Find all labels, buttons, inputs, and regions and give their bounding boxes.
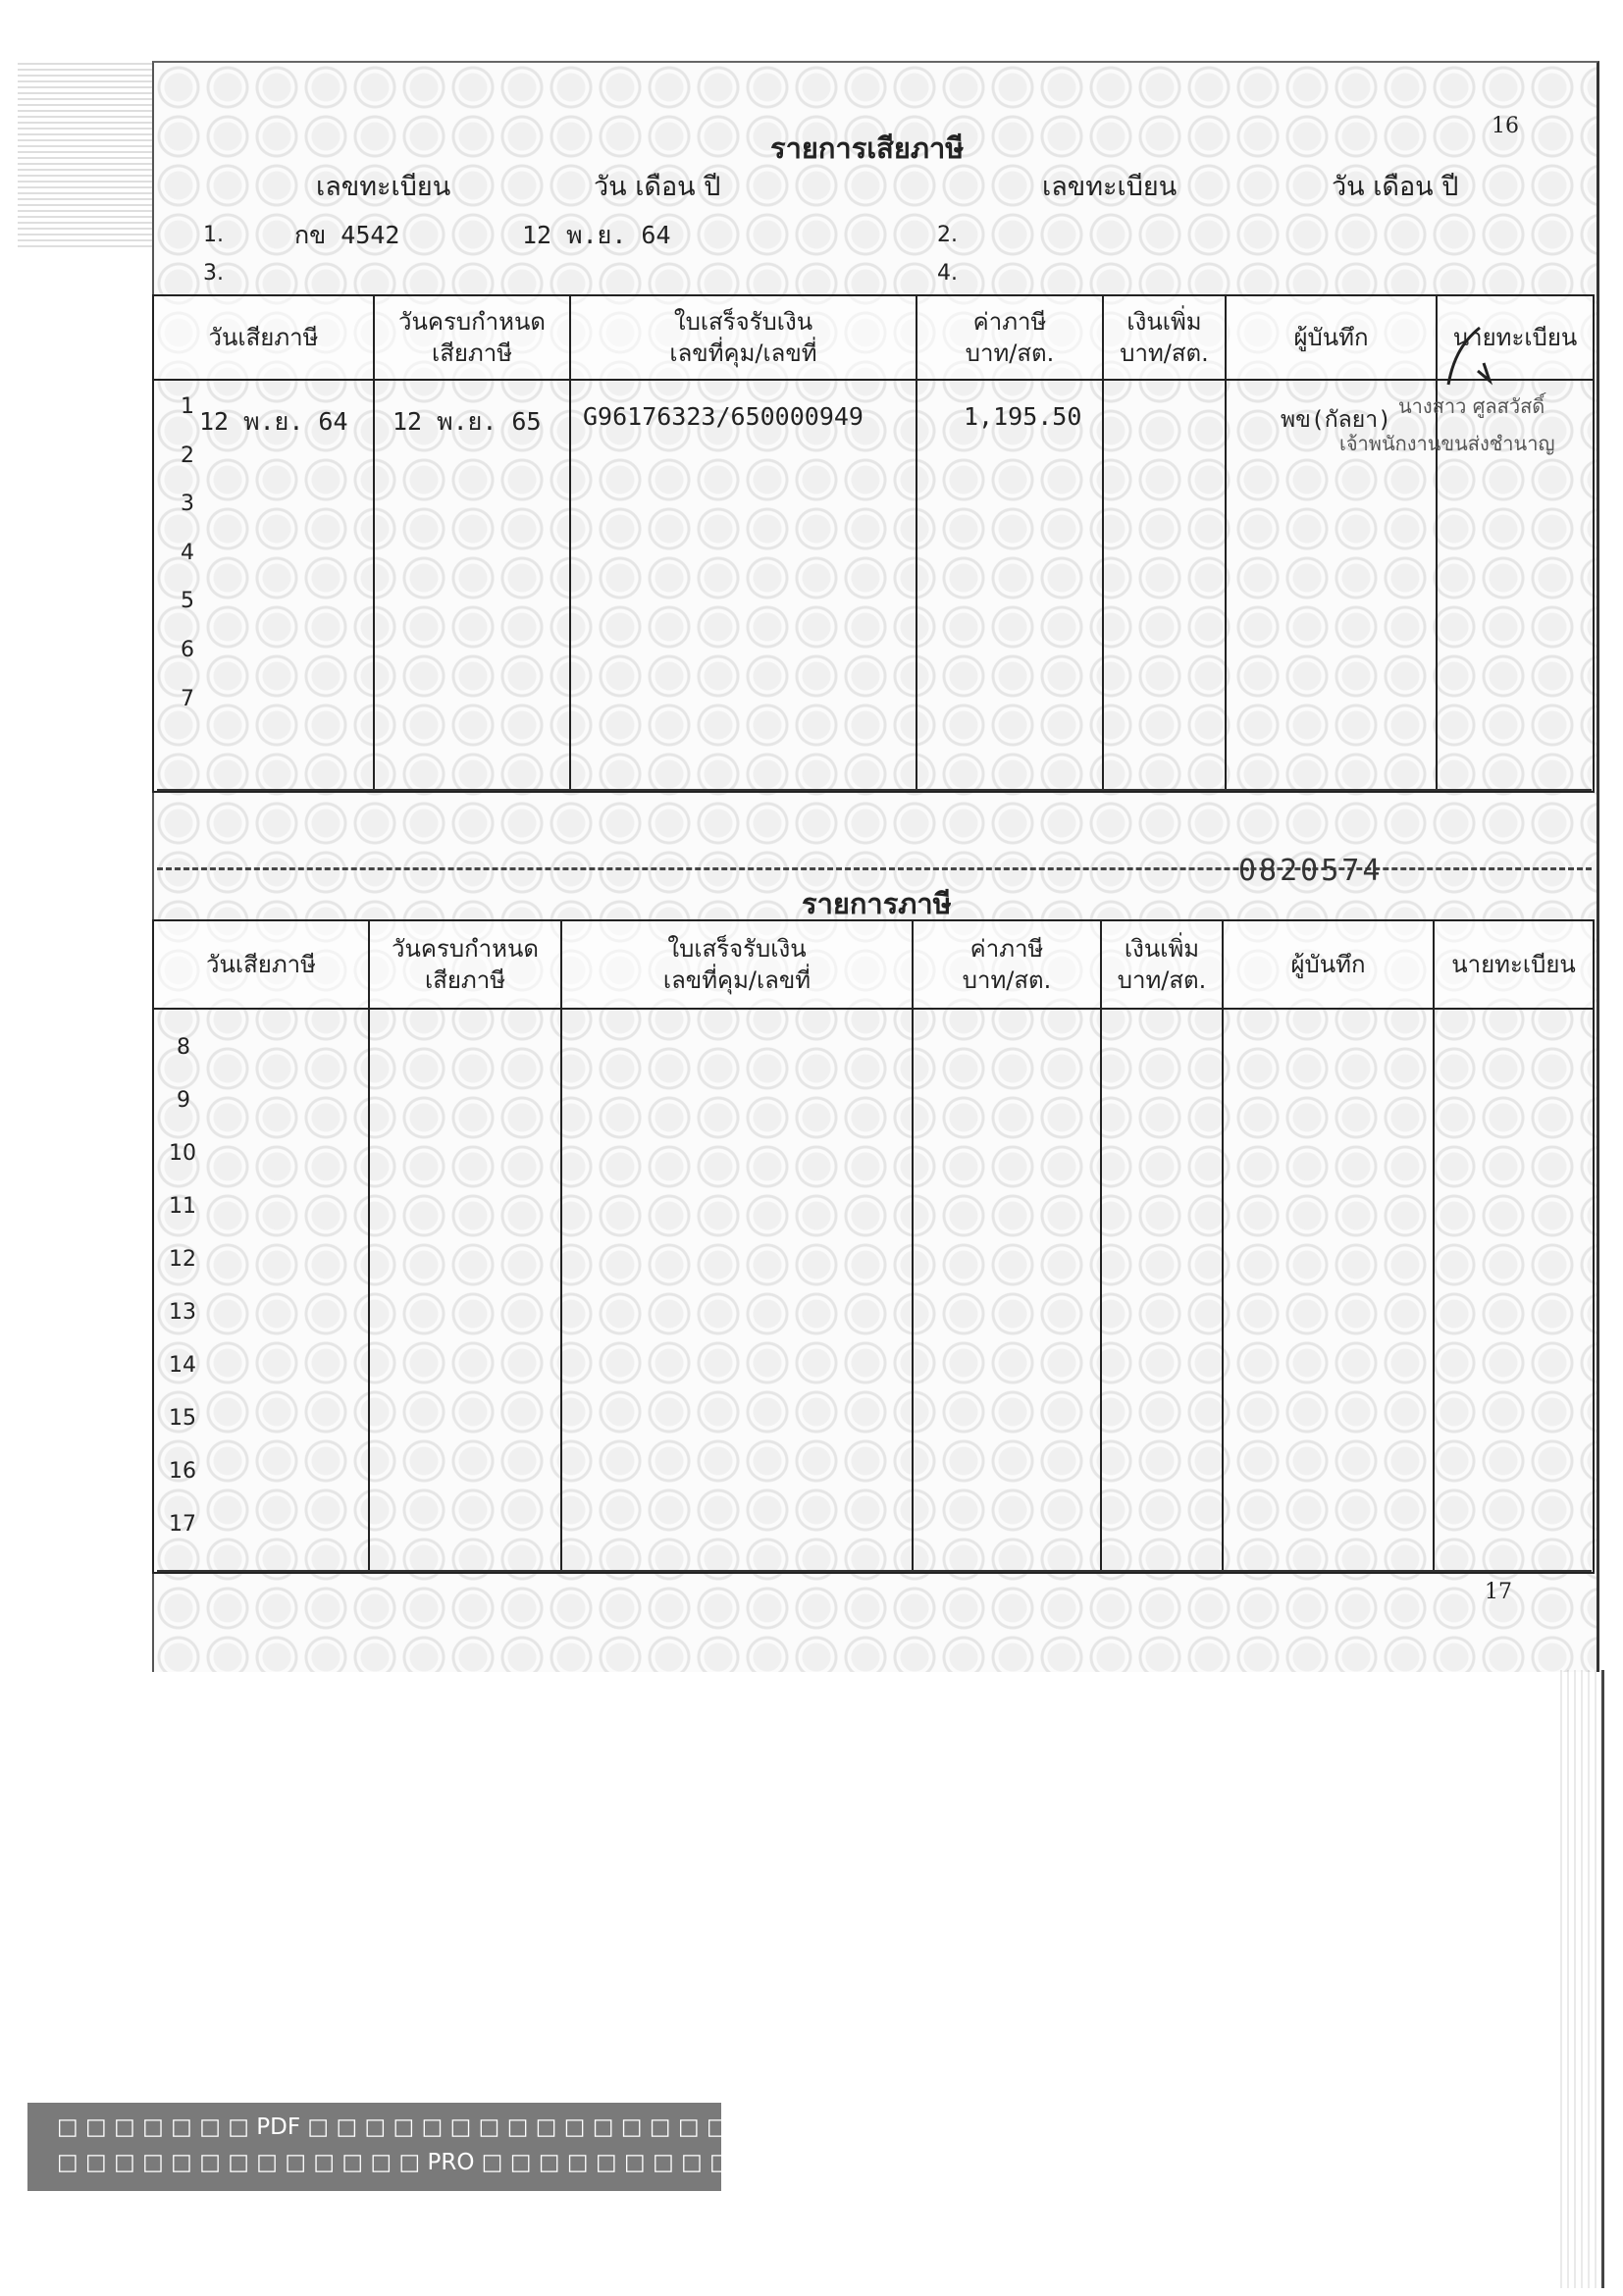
scan-edge-right: [1560, 1670, 1604, 2288]
reg-line-1-plate: กข 4542: [294, 221, 400, 249]
row-number-12: 12: [169, 1247, 196, 1272]
col-header-registrar: นายทะเบียน: [1437, 295, 1594, 380]
reg-line-number-2: 2.: [937, 223, 958, 247]
entry-recorder: พข(กัลยา): [1281, 407, 1391, 433]
row-number-15: 15: [169, 1406, 196, 1431]
col-header-due-date: วันครบกำหนด เสียภาษี: [374, 295, 570, 380]
section-divider: [157, 789, 1592, 791]
row-number-4: 4: [181, 541, 194, 565]
reg-line-number-3: 3.: [203, 261, 224, 286]
body-cell-receipt: [570, 380, 916, 792]
tax-record-table: [152, 919, 1595, 1574]
col2-header-tax: ค่าภาษี บาท/สต.: [913, 920, 1101, 1009]
body2-cell-due-date: [369, 1009, 561, 1573]
watermark-line1: □ □ □ □ □ □ □ PDF □ □ □ □ □ □ □ □ □ □ □ □ □ □ □ □ Icecream PDF: [57, 2114, 938, 2140]
page-number-bottom: 17: [1485, 1580, 1512, 1604]
row-number-6: 6: [181, 638, 194, 662]
row-number-17: 17: [169, 1512, 196, 1537]
col-header-surcharge: เงินเพิ่ม บาท/สต.: [1103, 295, 1226, 380]
body2-cell-receipt: [561, 1009, 913, 1573]
body2-cell-surcharge: [1101, 1009, 1223, 1573]
col2-header-receipt: ใบเสร็จรับเงิน เลขที่คุม/เลขที่: [561, 920, 913, 1009]
col2-header-recorder: ผู้บันทึก: [1223, 920, 1434, 1009]
body2-cell-tax: [913, 1009, 1101, 1573]
reg-no-header-left: เลขทะเบียน: [316, 172, 451, 202]
body2-cell-recorder: [1223, 1009, 1434, 1573]
bottom-divider: [157, 1570, 1592, 1572]
body-cell-surcharge: [1103, 380, 1226, 792]
col-header-receipt: ใบเสร็จรับเงิน เลขที่คุม/เลขที่: [570, 295, 916, 380]
scan-edge-left: [18, 61, 152, 247]
registrar-stamp-name: นางสาว ศูลสวัสดิ์: [1398, 394, 1545, 418]
reg-line-number-1: 1.: [203, 223, 224, 247]
signature-mark: [1440, 324, 1499, 392]
pdf-watermark-banner: [27, 2103, 938, 2191]
row-number-2: 2: [181, 444, 194, 468]
entry-due-date: 12 พ.ย. 65: [393, 407, 542, 436]
reg-line-number-4: 4.: [937, 261, 958, 286]
entry-receipt-number: G96176323/650000949: [583, 402, 864, 431]
registrar-stamp-title: เจ้าพนักงานขนส่งชำนาญ: [1339, 432, 1555, 455]
page-number-top: 16: [1492, 114, 1519, 138]
row-number-10: 10: [169, 1141, 196, 1166]
row-number-14: 14: [169, 1353, 196, 1378]
date-header-right: วัน เดือน ปี: [1332, 172, 1459, 202]
reg-no-header-right: เลขทะเบียน: [1042, 172, 1178, 202]
table2-body-row: [153, 1009, 1594, 1573]
table2-header-row: [153, 920, 1594, 1009]
row-number-7: 7: [181, 687, 194, 711]
body-cell-due-date: [374, 380, 570, 792]
row-number-8: 8: [177, 1035, 190, 1060]
body-cell-pay-date: [153, 380, 374, 792]
body-cell-tax: [916, 380, 1103, 792]
row-number-1: 1: [181, 394, 194, 419]
row-number-16: 16: [169, 1459, 196, 1484]
entry-tax-amount: 1,195.50: [964, 402, 1082, 431]
col-header-tax: ค่าภาษี บาท/สต.: [916, 295, 1103, 380]
row-number-5: 5: [181, 589, 194, 613]
row-number-11: 11: [169, 1194, 196, 1219]
table-header-row: [153, 295, 1594, 380]
col2-header-pay-date: วันเสียภาษี: [153, 920, 369, 1009]
col2-header-surcharge: เงินเพิ่ม บาท/สต.: [1101, 920, 1223, 1009]
watermark-line2: □ □ □ □ □ □ □ □ □ □ □ □ □ PRO □ □ □ □ □ □ □ □ □ □ □ □ □ □ □ □: [57, 2150, 931, 2175]
reg-line-1-date: 12 พ.ย. 64: [522, 221, 671, 249]
serial-number: 0820574: [1238, 854, 1384, 888]
entry-pay-date: 12 พ.ย. 64: [199, 407, 348, 436]
col2-header-registrar: นายทะเบียน: [1434, 920, 1594, 1009]
row-number-13: 13: [169, 1300, 196, 1325]
tax-payment-table: [152, 294, 1595, 793]
col-header-pay-date: วันเสียภาษี: [153, 295, 374, 380]
body2-cell-registrar: [1434, 1009, 1594, 1573]
section2-title: รายการภาษี: [802, 887, 952, 920]
section1-title: รายการเสียภาษี: [770, 131, 965, 165]
col2-header-due-date: วันครบกำหนด เสียภาษี: [369, 920, 561, 1009]
row-number-9: 9: [177, 1088, 190, 1113]
col-header-recorder: ผู้บันทึก: [1226, 295, 1437, 380]
date-header-left: วัน เดือน ปี: [594, 172, 721, 202]
row-number-3: 3: [181, 492, 194, 516]
